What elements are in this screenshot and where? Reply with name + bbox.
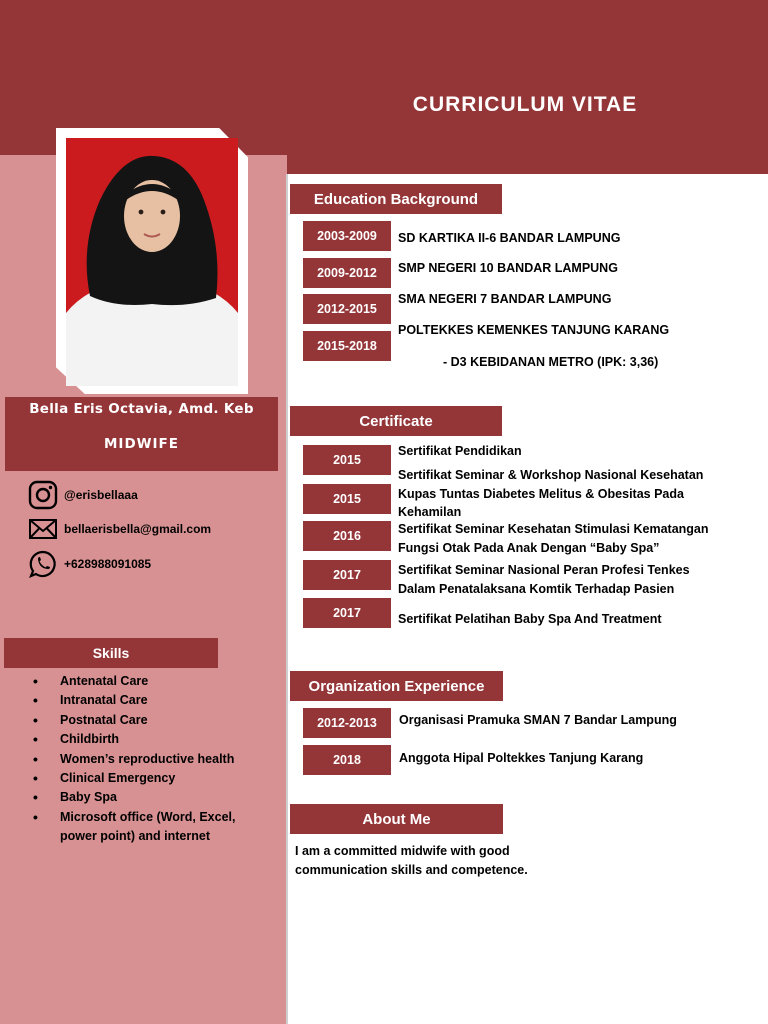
- about-heading: About Me: [290, 804, 503, 834]
- certificate-year: 2017: [303, 598, 391, 628]
- certificate-item: Sertifikat Pendidikan: [398, 444, 522, 458]
- contact-phone[interactable]: [28, 549, 151, 579]
- skill-item: • Microsoft office (Word, Excel, power point) and internet: [30, 808, 240, 847]
- profile-photo: [66, 138, 238, 386]
- certificate-item: Sertifikat Seminar Kesehatan Stimulasi Kematangan Fungsi Otak Pada Anak Dengan “Baby Spa”: [398, 522, 709, 555]
- certificate-year: 2016: [303, 521, 391, 551]
- certificate-year: 2015: [303, 484, 391, 514]
- education-year: 2012-2015: [303, 294, 391, 324]
- header-band-extension: [287, 155, 768, 174]
- person-role: MIDWIFE: [103, 436, 180, 452]
- education-year: 2009-2012: [303, 258, 391, 288]
- skills-list: [30, 672, 270, 847]
- whatsapp-icon: [28, 549, 58, 579]
- email-address: bellaerisbella@gmail.com: [64, 522, 212, 536]
- education-school: SD KARTIKA II-6 BANDAR LAMPUNG: [398, 231, 621, 245]
- skill-item: • Childbirth: [30, 730, 270, 749]
- education-school: SMA NEGERI 7 BANDAR LAMPUNG: [398, 292, 612, 306]
- certificate-year: 2017: [303, 560, 391, 590]
- education-year: 2003-2009: [303, 221, 391, 251]
- certificate-item: Sertifikat Seminar & Workshop Nasional Kesehatan Kupas Tuntas Diabetes Melitus & Obesitas Pada Kehamilan: [398, 468, 704, 519]
- skill-item: • Women’s reproductive health: [30, 750, 270, 769]
- skill-item: • Clinical Emergency: [30, 769, 270, 788]
- skill-item: • Postnatal Care: [30, 711, 270, 730]
- envelope-icon: [28, 514, 58, 544]
- education-school: POLTEKKES KEMENKES TANJUNG KARANG: [398, 323, 670, 337]
- certificate-item: Sertifikat Pelatihan Baby Spa And Treatment: [398, 612, 662, 626]
- organization-item: Anggota Hipal Poltekkes Tanjung Karang: [399, 751, 644, 765]
- skill-item: • Baby Spa: [30, 788, 270, 807]
- organization-item: Organisasi Pramuka SMAN 7 Bandar Lampung: [399, 713, 677, 727]
- organization-year: 2018: [303, 745, 391, 775]
- phone-number: +628988091085: [64, 557, 152, 571]
- instagram-handle: @erisbellaaa: [64, 488, 138, 502]
- about-text: I am a committed midwife with good communication skills and competence.: [295, 844, 528, 877]
- education-year: 2015-2018: [303, 331, 391, 361]
- organization-year: 2012-2013: [303, 708, 391, 738]
- skill-item: • Antenatal Care: [30, 672, 270, 691]
- person-name: Bella Eris Octavia, Amd. Keb: [29, 401, 254, 417]
- contact-instagram[interactable]: [28, 480, 138, 510]
- certificate-year: 2015: [303, 445, 391, 475]
- education-heading: Education Background: [290, 184, 502, 214]
- certificate-item: Sertifikat Seminar Nasional Peran Profesi Tenkes Dalam Penatalaksana Komtik Terhadap Pasien: [398, 563, 690, 596]
- certificate-heading: Certificate: [290, 406, 502, 436]
- sidebar-divider: [286, 174, 288, 1024]
- name-card: [5, 397, 278, 471]
- organization-heading: Organization Experience: [290, 671, 503, 701]
- education-school: SMP NEGERI 10 BANDAR LAMPUNG: [398, 261, 618, 275]
- skill-item: • Intranatal Care: [30, 691, 270, 710]
- skills-heading: Skills: [4, 638, 218, 668]
- education-program: - D3 KEBIDANAN METRO (IPK: 3,36): [443, 355, 659, 369]
- instagram-icon: [28, 480, 58, 510]
- contact-email[interactable]: [28, 514, 211, 544]
- page-title: CURRICULUM VITAE: [412, 93, 638, 116]
